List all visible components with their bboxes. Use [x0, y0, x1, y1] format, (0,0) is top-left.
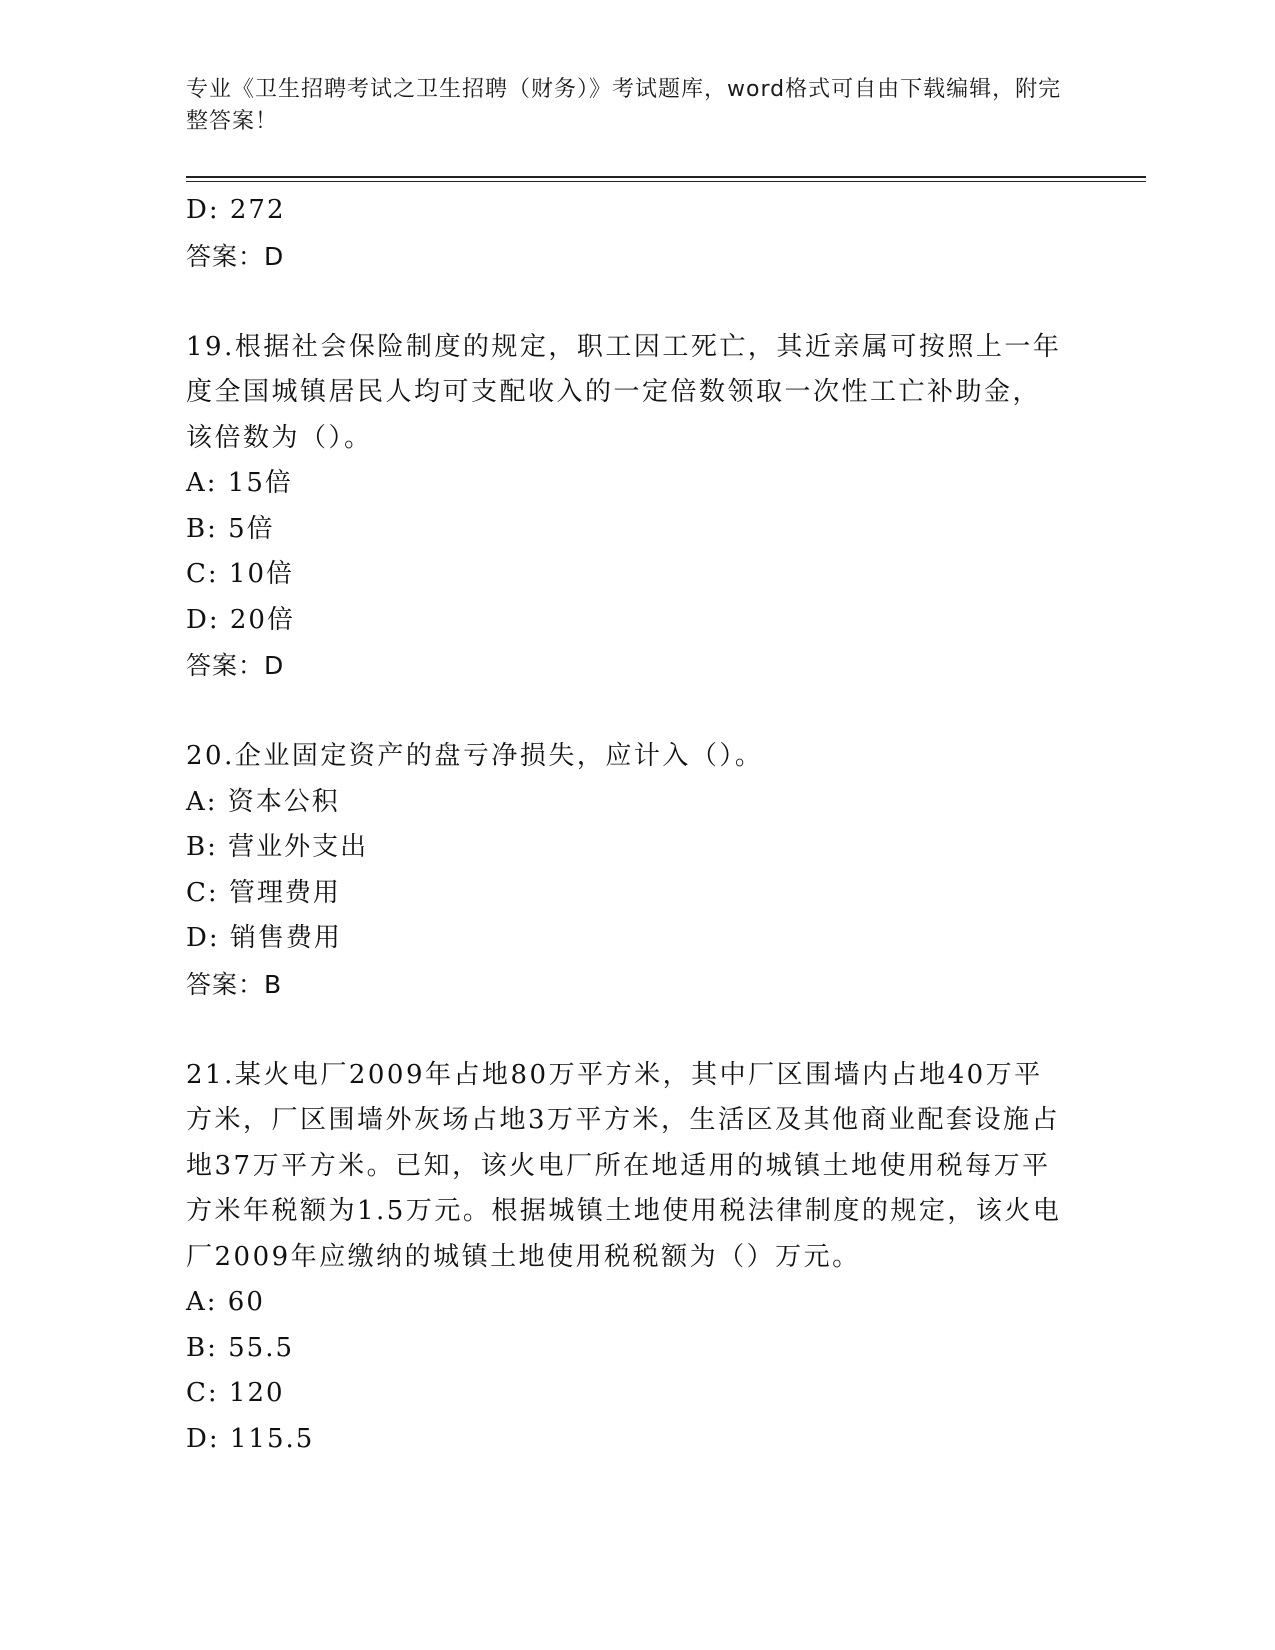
question-text: 20.企业固定资产的盘亏净损失，应计入（）。	[186, 741, 764, 771]
option-d: D: 销售费用	[186, 923, 342, 953]
question-20	[186, 734, 1066, 1007]
answer: 答案：B	[186, 969, 283, 999]
option-b: B: 5倍	[186, 513, 275, 544]
header-rule-thin	[186, 181, 1146, 182]
spacer	[186, 279, 1066, 325]
question-text: 21.某火电厂2009年占地80万平方米，其中厂区围墙内占地40万平方米，厂区围墙外灰场占地3万平方米，生活区及其他商业配套设施占地37万平方米。已知，该火电厂所在地适用的城镇土地使用税每万平方米年税额为1.5万元。根据城镇土地使用税法律制度的规定，该火电厂2009年应缴纳的城镇土地使用税税额为（）万元。	[186, 1059, 1062, 1272]
option-b: B: 营业外支出	[186, 832, 369, 862]
answer: 答案：D	[186, 651, 285, 680]
option-a: A: 资本公积	[186, 786, 340, 817]
option-c: C: 管理费用	[186, 877, 341, 908]
option-a: A: 60	[186, 1287, 265, 1317]
prev-option-d: D: 272	[186, 195, 286, 225]
option-b: B: 55.5	[186, 1332, 295, 1363]
prev-answer: 答案：D	[186, 241, 285, 271]
question-text: 19.根据社会保险制度的规定，职工因工死亡，其近亲属可按照上一年度全国城镇居民人均可支配收入的一定倍数领取一次性工亡补助金，该倍数为（）。	[186, 331, 1062, 453]
spacer	[186, 1007, 1066, 1053]
question-19	[186, 325, 1066, 689]
question-21	[186, 1053, 1066, 1463]
option-a: A: 15倍	[186, 468, 293, 498]
option-c: C: 120	[186, 1378, 285, 1408]
option-c: C: 10倍	[186, 559, 295, 589]
spacer	[186, 689, 1066, 735]
page-header: 专业《卫生招聘考试之卫生招聘（财务）》考试题库，word格式可自由下载编辑，附完整答案！	[186, 77, 1062, 134]
question-content	[186, 188, 1066, 1462]
header-rule-thick	[186, 176, 1146, 178]
option-d: D: 20倍	[186, 604, 295, 635]
option-d: D: 115.5	[186, 1423, 315, 1454]
